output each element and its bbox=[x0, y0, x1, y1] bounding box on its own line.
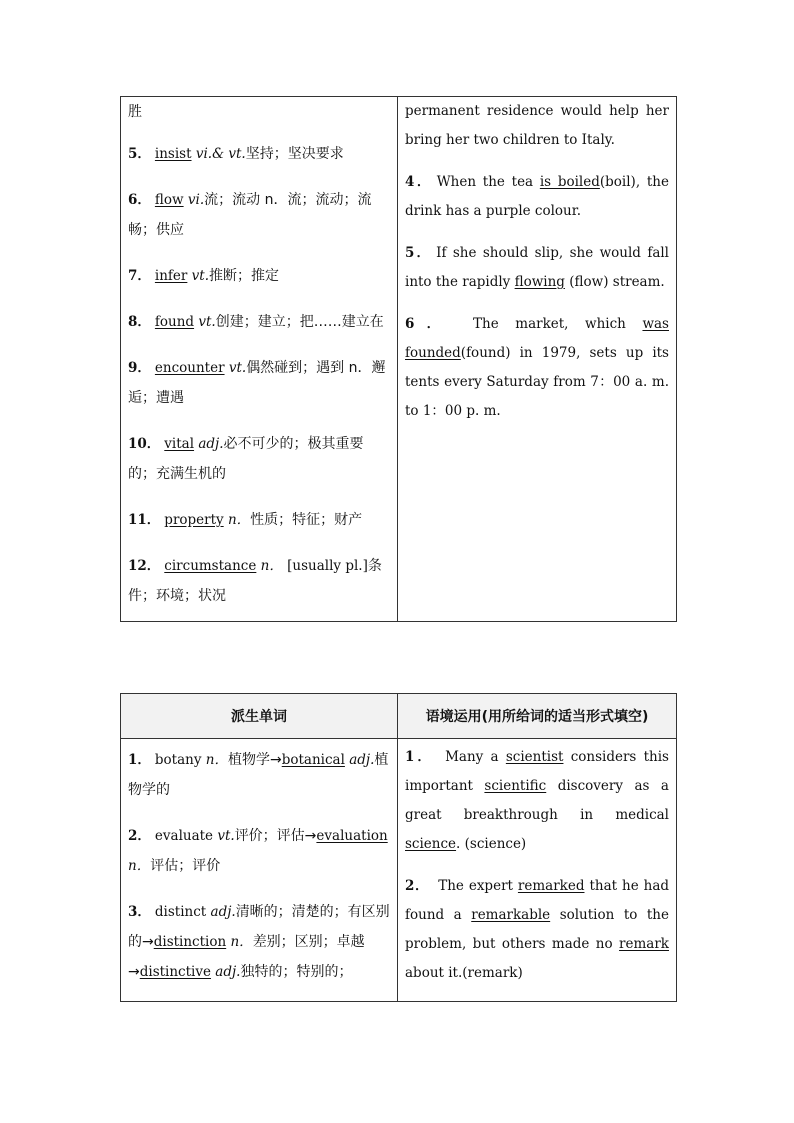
answer-word: distinction bbox=[153, 934, 227, 950]
derived-entry: 1． botany n．植物学→botanical adj.植物学的 bbox=[128, 752, 389, 798]
context-usage-cell bbox=[398, 739, 677, 1002]
word-entry: 7． infer vt.推断；推定 bbox=[128, 268, 279, 284]
context-sentence-cell bbox=[398, 97, 677, 622]
vocabulary-table-1 bbox=[120, 96, 677, 622]
answer-word: botanical bbox=[281, 752, 345, 768]
answer-word: flow bbox=[154, 192, 184, 208]
word-entry: 6． flow vi.流；流动 n．流；流动；流畅；供应 bbox=[128, 192, 372, 238]
answer-word: remarkable bbox=[471, 907, 551, 923]
answer-word: property bbox=[164, 512, 224, 528]
derived-entry: 2． evaluate vt.评价；评估→evaluation n．评估；评价 bbox=[128, 828, 388, 874]
usage-item: 1． Many a scientist considers this important scientific discovery as a great breakthrough in medical science. (science) bbox=[405, 749, 669, 852]
word-list-cell bbox=[121, 97, 398, 622]
derived-word-cell bbox=[121, 739, 398, 1002]
word-entry: 5． insist vi.& vt.坚持；坚决要求 bbox=[128, 146, 344, 162]
answer-word: is boiled bbox=[539, 174, 600, 190]
word-entry: 9． encounter vt.偶然碰到；遇到 n．邂逅；遭遇 bbox=[128, 360, 386, 406]
answer-word: scientific bbox=[484, 778, 547, 794]
vocabulary-table-2 bbox=[120, 693, 677, 1002]
answer-word: science bbox=[405, 836, 457, 852]
sentence-item: 4． When the tea is boiled(boil), the drink has a purple colour. bbox=[405, 174, 669, 219]
usage-item: 2． The expert remarked that he had found a remarkable solution to the problem, but others made no remark about it.(remark) bbox=[405, 878, 670, 981]
answer-word: distinctive bbox=[139, 964, 211, 980]
word-entry: 12． circumstance n． [usually pl.]条件；环境；状况 bbox=[128, 558, 382, 604]
answer-word: insist bbox=[154, 146, 192, 162]
header-context-usage: 语境运用(用所给词的适当形式填空) bbox=[398, 694, 677, 739]
answer-word: vital bbox=[164, 436, 195, 452]
answer-word: scientist bbox=[505, 749, 564, 765]
word-entry: 10． vital adj.必不可少的；极其重要的；充满生机的 bbox=[128, 436, 364, 482]
answer-word: was founded bbox=[405, 316, 669, 361]
answer-word: evaluation bbox=[316, 828, 388, 844]
entry-continuation: 胜 bbox=[128, 104, 142, 120]
answer-word: remarked bbox=[517, 878, 585, 894]
answer-word: remark bbox=[619, 936, 669, 952]
word-entry: 8． found vt.创建；建立；把……建立在 bbox=[128, 314, 384, 330]
derived-entry: 3． distinct adj.清晰的；清楚的；有区别的→distinction n．差别；区别；卓越→distinctive adj.独特的；特别的； bbox=[128, 904, 390, 980]
sentence-item: 5． If she should slip, she would fall into the rapidly flowing (flow) stream. bbox=[405, 245, 669, 290]
answer-word: circumstance bbox=[164, 558, 257, 574]
answer-word: flowing bbox=[514, 274, 565, 290]
sentence-continuation: permanent residence would help her bring her two children to Italy. bbox=[405, 103, 669, 148]
answer-word: found bbox=[154, 314, 195, 330]
header-derived-words: 派生单词 bbox=[121, 694, 398, 739]
answer-word: encounter bbox=[154, 360, 225, 376]
sentence-item: 6． The market, which was founded(found) in 1979, sets up its tents every Saturday from 7：00 a. m. to 1：00 p. m. bbox=[405, 316, 669, 419]
word-entry: 11． property n．性质；特征；财产 bbox=[128, 512, 363, 528]
answer-word: infer bbox=[154, 268, 188, 284]
